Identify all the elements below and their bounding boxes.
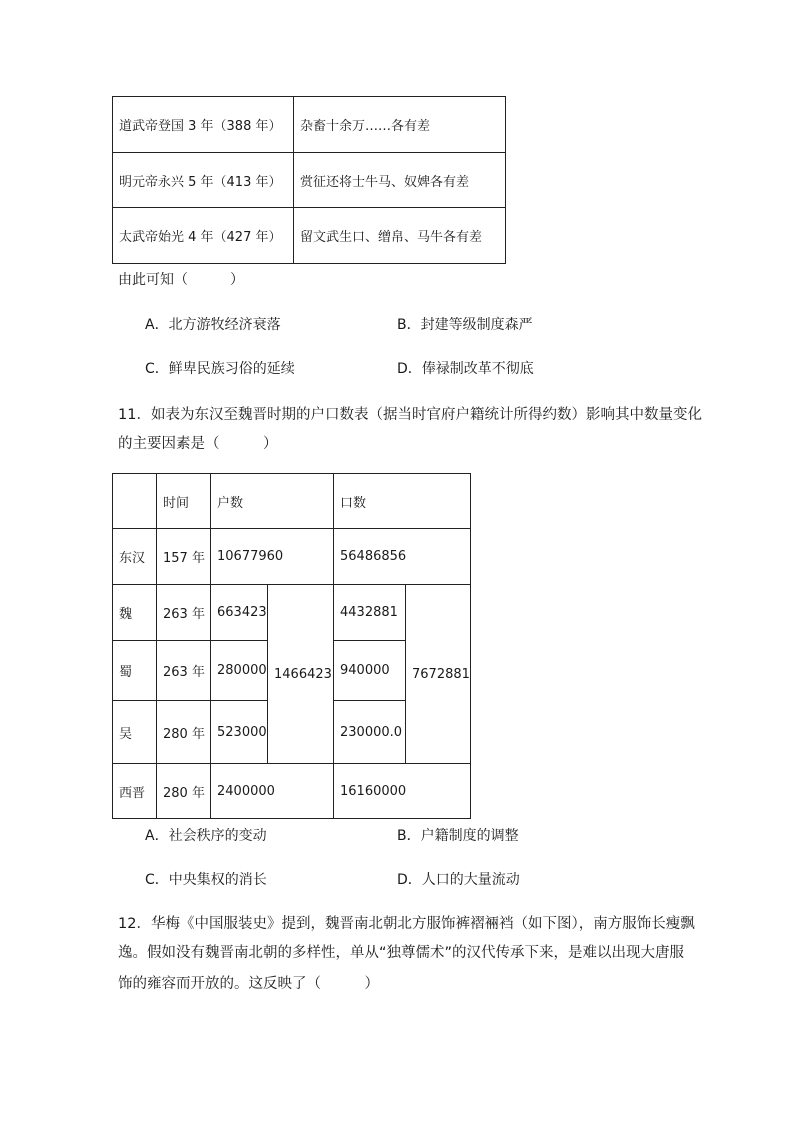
header-cell: 户数 — [211, 474, 334, 529]
year-cell: 280 年 — [157, 701, 211, 764]
q10-option-d[interactable]: D．俸禄制改革不彻底 — [397, 361, 534, 377]
q11-option-c[interactable]: C．中央集权的消长 — [145, 872, 267, 888]
q11-option-b[interactable]: B．户籍制度的调整 — [397, 828, 519, 844]
population-cell: 940000 — [334, 641, 406, 701]
q11-option-a[interactable]: A．社会秩序的变动 — [145, 828, 267, 844]
q11-option-d[interactable]: D．人口的大量流动 — [397, 872, 520, 888]
households-cell: 280000 — [211, 641, 268, 701]
population-table — [112, 473, 471, 819]
q12-line2: 逸。假如没有魏晋南北朝的多样性，单从“独尊儒术”的汉代传承下来，是难以出现大唐服 — [118, 945, 685, 961]
table-cell: 道武帝登国 3 年（388 年） — [113, 97, 294, 153]
dynasty-cell: 吴 — [113, 701, 157, 764]
q12-line3: 饰的雍容而开放的。这反映了（ ） — [118, 976, 379, 992]
year-cell: 280 年 — [157, 764, 211, 819]
population-cell: 16160000 — [334, 764, 471, 819]
dynasty-cell: 蜀 — [113, 641, 157, 701]
q10-option-c[interactable]: C．鲜卑民族习俗的延续 — [145, 361, 295, 377]
q10-option-a[interactable]: A．北方游牧经济衰落 — [145, 317, 281, 333]
households-total-cell: 1466423 — [268, 585, 334, 764]
year-cell: 263 年 — [157, 641, 211, 701]
q12-line1: 12．华梅《中国服装史》提到，魏晋南北朝北方服饰裤褶裲裆（如下图），南方服饰长瘦飘 — [118, 916, 695, 932]
dynasty-cell: 西晋 — [113, 764, 157, 819]
households-cell: 10677960 — [211, 529, 334, 585]
population-cell: 230000.0 — [334, 701, 406, 764]
population-cell: 4432881 — [334, 585, 406, 641]
q11-stem-line1: 11．如表为东汉至魏晋时期的户口数表（据当时官府户籍统计所得约数）影响其中数量变化 — [118, 407, 702, 423]
edict-table — [112, 96, 506, 264]
table-cell: 杂畜十余万……各有差 — [294, 97, 506, 153]
table-cell: 明元帝永兴 5 年（413 年） — [113, 153, 294, 208]
population-total-cell: 7672881 — [406, 585, 471, 764]
year-cell: 263 年 — [157, 585, 211, 641]
q10-stem: 由此可知（ ） — [118, 272, 244, 288]
header-cell — [113, 474, 157, 529]
table-cell: 太武帝始光 4 年（427 年） — [113, 208, 294, 264]
dynasty-cell: 魏 — [113, 585, 157, 641]
year-cell: 157 年 — [157, 529, 211, 585]
header-cell: 口数 — [334, 474, 471, 529]
households-cell: 523000 — [211, 701, 268, 764]
q10-option-b[interactable]: B．封建等级制度森严 — [397, 317, 533, 333]
population-cell: 56486856 — [334, 529, 471, 585]
households-cell: 2400000 — [211, 764, 334, 819]
households-cell: 663423 — [211, 585, 268, 641]
dynasty-cell: 东汉 — [113, 529, 157, 585]
q11-stem-line2: 的主要因素是（ ） — [118, 436, 278, 452]
table-cell: 赏征还将士牛马、奴婢各有差 — [294, 153, 506, 208]
header-cell: 时间 — [157, 474, 211, 529]
table-cell: 留文武生口、缯帛、马牛各有差 — [294, 208, 506, 264]
